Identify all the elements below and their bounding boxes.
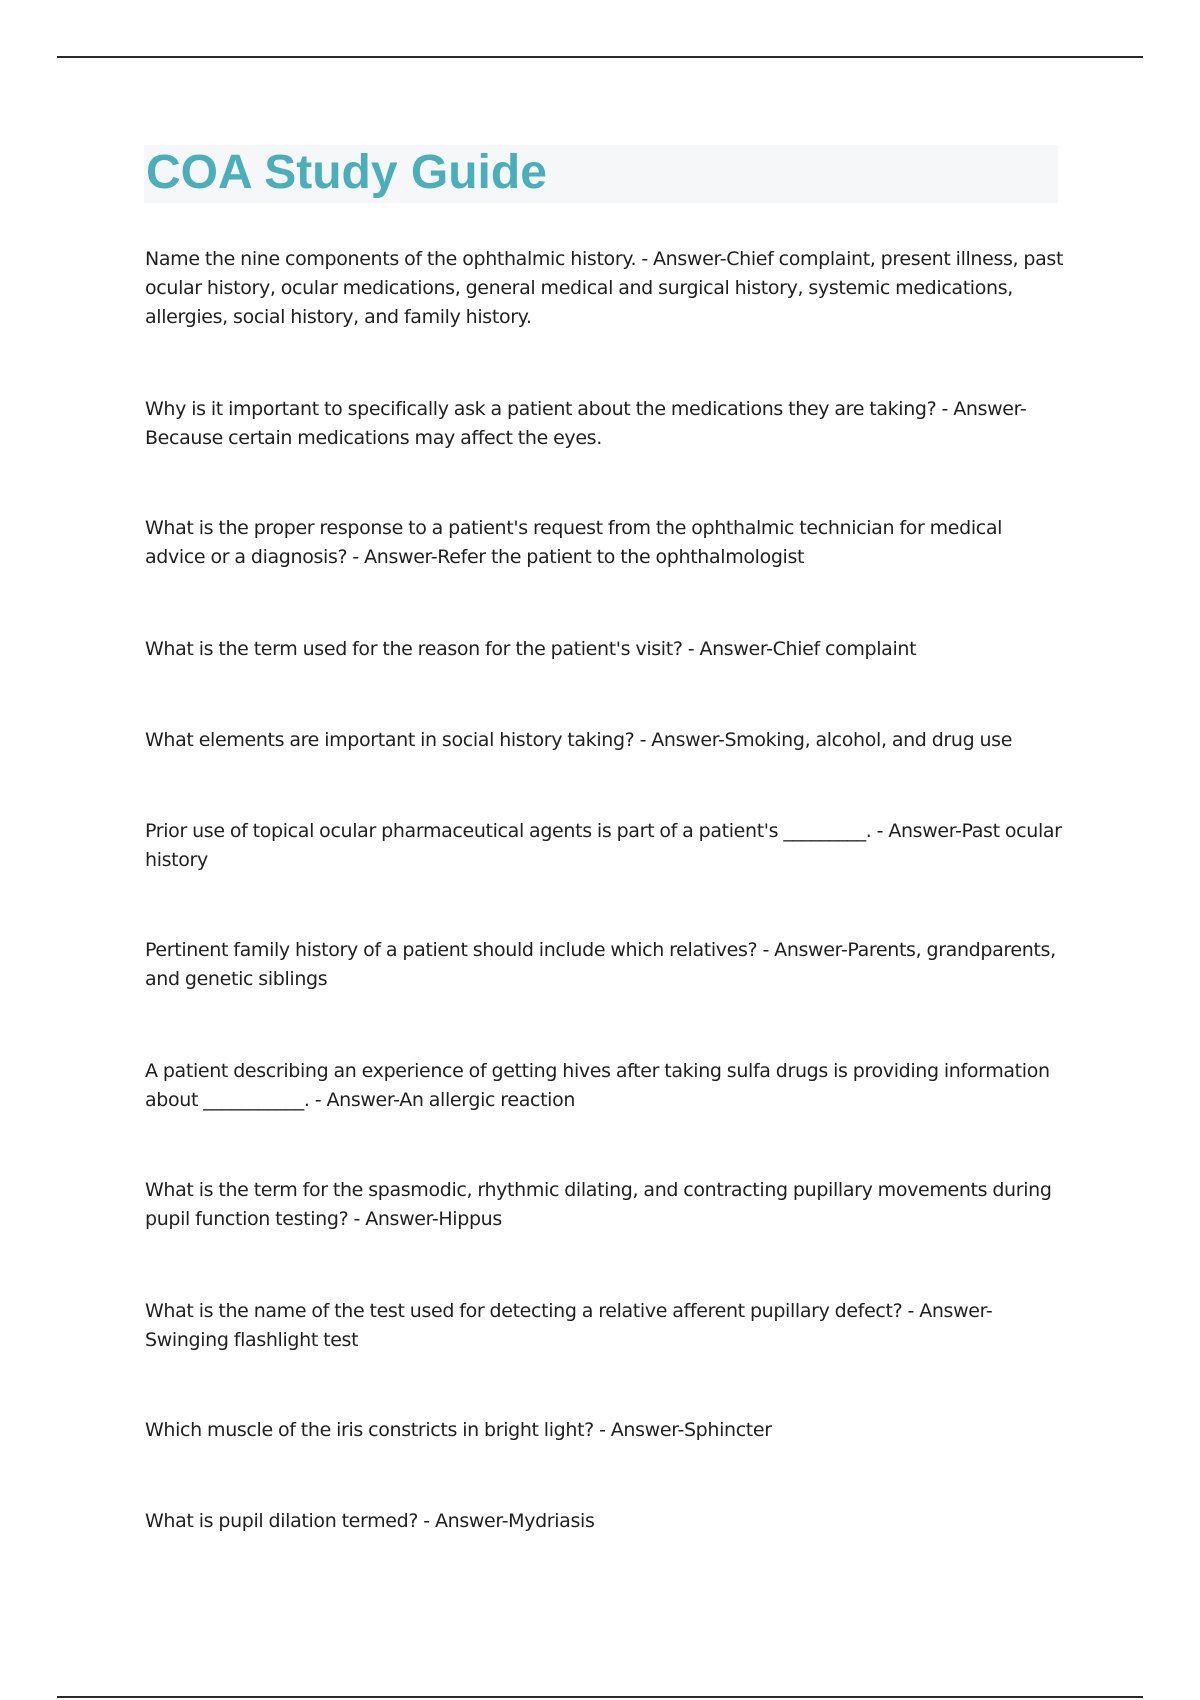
qa-item-12: What is pupil dilation termed? - Answer-Mydriasis	[145, 1510, 595, 1532]
qa-item-11: Which muscle of the iris constricts in bright light? - Answer-Sphincter	[145, 1419, 772, 1441]
qa-item-10: What is the name of the test used for detecting a relative afferent pupillary defect? - Answer-Swinging flashlight test	[145, 1300, 993, 1351]
top-rule	[57, 56, 1143, 58]
qa-item-7: Pertinent family history of a patient should include which relatives? - Answer-Parents, grandparents, and genetic siblings	[145, 939, 1056, 990]
qa-item-6: Prior use of topical ocular pharmaceutical agents is part of a patient's _________. - Answer-Past ocular history	[145, 820, 1062, 871]
qa-item-9: What is the term for the spasmodic, rhythmic dilating, and contracting pupillary movements during pupil function testing? - Answer-Hippus	[145, 1179, 1052, 1230]
qa-item-4: What is the term used for the reason for the patient's visit? - Answer-Chief complaint	[145, 638, 917, 660]
bottom-rule	[57, 1696, 1143, 1698]
document-title: COA Study Guide	[146, 146, 547, 199]
qa-item-5: What elements are important in social history taking? - Answer-Smoking, alcohol, and drug use	[145, 729, 1013, 751]
qa-item-1: Name the nine components of the ophthalmic history. - Answer-Chief complaint, present illness, past ocular history, ocular medications, general medical and surgical history, systemic medications, allergies, social history, and family history.	[145, 248, 1064, 328]
qa-item-2: Why is it important to specifically ask a patient about the medications they are taking? - Answer-Because certain medications may affect the eyes.	[145, 398, 1027, 449]
qa-item-8: A patient describing an experience of getting hives after taking sulfa drugs is providing information about ___________. - Answer-An allergic reaction	[145, 1060, 1050, 1111]
qa-item-3: What is the proper response to a patient's request from the ophthalmic technician for medical advice or a diagnosis? - Answer-Refer the patient to the ophthalmologist	[145, 517, 1003, 568]
